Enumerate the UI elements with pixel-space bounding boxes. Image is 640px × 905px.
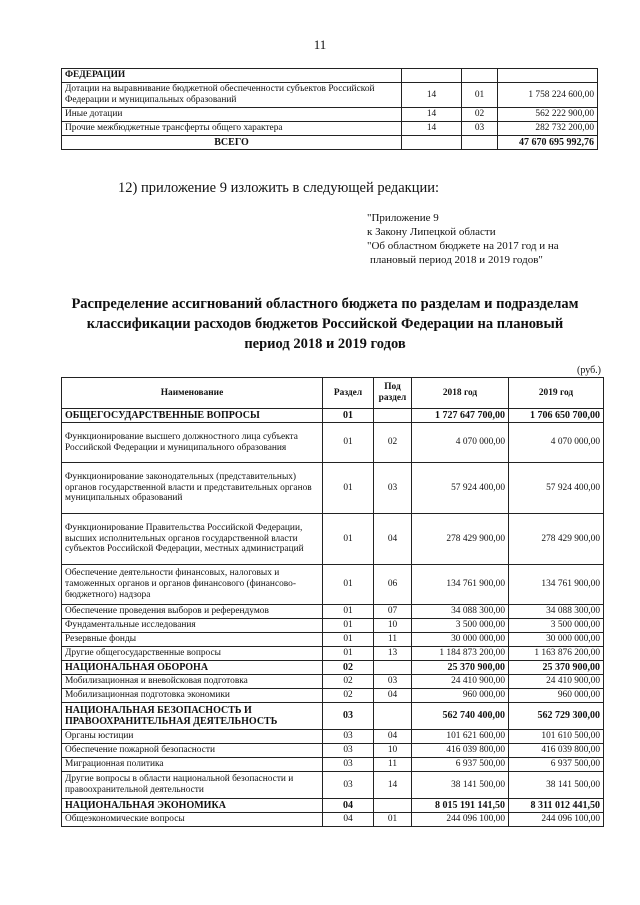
table-row (62, 83, 598, 108)
row-name: Мобилизационная и вневойсковая подготовка (62, 675, 323, 689)
row-name: Функционирование Правительства Российской Федерации, высших исполнительных органов государственной власти субъектов Российской Федерации, местных администраций (62, 514, 323, 565)
table-row (62, 633, 604, 647)
row-subsection: 14 (374, 772, 412, 799)
row-name: Фундаментальные исследования (62, 619, 323, 633)
budget-allocation-table (61, 377, 604, 827)
row-subsection (374, 409, 412, 423)
row-2018: 57 924 400,00 (412, 463, 509, 514)
row-2019: 1 163 876 200,00 (509, 647, 604, 661)
row-section: 01 (323, 423, 374, 463)
table-row (62, 108, 598, 122)
row-name: Общеэкономические вопросы (62, 813, 323, 827)
row-subsection: 06 (374, 565, 412, 605)
row-2019: 6 937 500,00 (509, 758, 604, 772)
row-name: Мобилизационная подготовка экономики (62, 689, 323, 703)
row-2019: 57 924 400,00 (509, 463, 604, 514)
row-2019: 244 096 100,00 (509, 813, 604, 827)
table-row (62, 565, 604, 605)
row-2019: 101 610 500,00 (509, 730, 604, 744)
row-subsection (374, 799, 412, 813)
table-row (62, 689, 604, 703)
row-2018: 24 410 900,00 (412, 675, 509, 689)
row-subsection: 07 (374, 605, 412, 619)
header-2018: 2018 год (412, 378, 509, 409)
row-amount: 1 758 224 600,00 (498, 83, 598, 108)
row-subsection: 04 (374, 689, 412, 703)
row-subsection: 03 (374, 463, 412, 514)
section-row (62, 661, 604, 675)
row-section: 04 (323, 813, 374, 827)
row-subsection: 11 (374, 633, 412, 647)
instruction-text: 12) приложение 9 изложить в следующей редакции: (118, 180, 440, 196)
row-2019: 134 761 900,00 (509, 565, 604, 605)
row-section: 01 (323, 633, 374, 647)
appendix-line: плановый период 2018 и 2019 годов" (370, 254, 543, 266)
row-2018: 38 141 500,00 (412, 772, 509, 799)
row-2018: 8 015 191 141,50 (412, 799, 509, 813)
total-amount: 47 670 695 992,76 (498, 136, 598, 150)
row-amount: 562 222 900,00 (498, 108, 598, 122)
row-name: НАЦИОНАЛЬНАЯ ЭКОНОМИКА (62, 799, 323, 813)
row-section: 14 (402, 122, 462, 136)
row-name: Функционирование законодательных (представительных) органов государственной власти и представительных органов муниципальных образований (62, 463, 323, 514)
row-name: НАЦИОНАЛЬНАЯ ОБОРОНА (62, 661, 323, 675)
empty-cell (402, 136, 462, 150)
row-subsection (374, 661, 412, 675)
row-section: 01 (323, 647, 374, 661)
total-label: ВСЕГО (62, 136, 402, 150)
appendix-note (367, 211, 599, 267)
row-name: Обеспечение пожарной безопасности (62, 744, 323, 758)
table-row (62, 647, 604, 661)
table-body (62, 409, 604, 827)
row-2018: 25 370 900,00 (412, 661, 509, 675)
table-header-row (62, 378, 604, 409)
header-2019: 2019 год (509, 378, 604, 409)
row-2018: 960 000,00 (412, 689, 509, 703)
row-2018: 278 429 900,00 (412, 514, 509, 565)
row-2019: 4 070 000,00 (509, 423, 604, 463)
header-name: Наименование (62, 378, 323, 409)
row-section: 01 (323, 409, 374, 423)
appendix-line: к Закону Липецкой области (367, 226, 496, 238)
row-name: Функционирование высшего должностного лица субъекта Российской Федерации и муниципального образования (62, 423, 323, 463)
row-subsection (374, 703, 412, 730)
table-row (62, 122, 598, 136)
currency-unit: (руб.) (577, 365, 601, 376)
row-section: 03 (323, 730, 374, 744)
row-subsection: 02 (374, 423, 412, 463)
row-name: Иные дотации (62, 108, 402, 122)
row-2019: 960 000,00 (509, 689, 604, 703)
row-2018: 6 937 500,00 (412, 758, 509, 772)
row-name: Другие вопросы в области национальной безопасности и правоохранительной деятельности (62, 772, 323, 799)
row-subsection: 01 (462, 83, 498, 108)
header-section: Раздел (323, 378, 374, 409)
row-name: Обеспечение деятельности финансовых, налоговых и таможенных органов и органов финансового (финансово-бюджетного) надзора (62, 565, 323, 605)
row-name: Обеспечение проведения выборов и референдумов (62, 605, 323, 619)
row-2019: 24 410 900,00 (509, 675, 604, 689)
row-2018: 30 000 000,00 (412, 633, 509, 647)
appendix-line: "Приложение 9 (367, 212, 439, 224)
table-row (62, 730, 604, 744)
row-name: Органы юстиции (62, 730, 323, 744)
row-2018: 1 727 647 700,00 (412, 409, 509, 423)
row-2019: 1 706 650 700,00 (509, 409, 604, 423)
row-subsection: 03 (374, 675, 412, 689)
row-subsection (462, 69, 498, 83)
row-section: 01 (323, 619, 374, 633)
row-name: НАЦИОНАЛЬНАЯ БЕЗОПАСНОСТЬ И ПРАВООХРАНИТЕЛЬНАЯ ДЕЯТЕЛЬНОСТЬ (62, 703, 323, 730)
row-2019: 278 429 900,00 (509, 514, 604, 565)
table-row (62, 619, 604, 633)
row-2019: 30 000 000,00 (509, 633, 604, 647)
table-row (62, 463, 604, 514)
row-section: 03 (323, 758, 374, 772)
row-section: 02 (323, 689, 374, 703)
row-name: Резервные фонды (62, 633, 323, 647)
table-row (62, 758, 604, 772)
row-2018: 4 070 000,00 (412, 423, 509, 463)
row-subsection: 02 (462, 108, 498, 122)
row-2019: 562 729 300,00 (509, 703, 604, 730)
row-2018: 3 500 000,00 (412, 619, 509, 633)
row-amount (498, 69, 598, 83)
row-name: ФЕДЕРАЦИИ (62, 69, 402, 83)
empty-cell (462, 136, 498, 150)
row-2018: 562 740 400,00 (412, 703, 509, 730)
row-section: 01 (323, 565, 374, 605)
section-row (62, 703, 604, 730)
table-row (62, 772, 604, 799)
row-2018: 244 096 100,00 (412, 813, 509, 827)
row-name: Миграционная политика (62, 758, 323, 772)
row-2018: 101 621 600,00 (412, 730, 509, 744)
row-2019: 3 500 000,00 (509, 619, 604, 633)
section-row (62, 799, 604, 813)
row-section: 14 (402, 83, 462, 108)
row-section: 04 (323, 799, 374, 813)
row-2018: 1 184 873 200,00 (412, 647, 509, 661)
row-2018: 416 039 800,00 (412, 744, 509, 758)
section-row (62, 409, 604, 423)
row-2019: 34 088 300,00 (509, 605, 604, 619)
page-number: 11 (313, 37, 327, 52)
row-2018: 34 088 300,00 (412, 605, 509, 619)
row-section (402, 69, 462, 83)
row-name: Прочие межбюджетные трансферты общего характера (62, 122, 402, 136)
row-subsection: 10 (374, 619, 412, 633)
row-subsection: 01 (374, 813, 412, 827)
row-section: 14 (402, 108, 462, 122)
table-row (62, 423, 604, 463)
row-2019: 416 039 800,00 (509, 744, 604, 758)
table-row (62, 69, 598, 83)
row-section: 03 (323, 744, 374, 758)
appendix-line: "Об областном бюджете на 2017 год и на (367, 240, 559, 252)
row-amount: 282 732 200,00 (498, 122, 598, 136)
table-row (62, 744, 604, 758)
document-heading (55, 294, 595, 354)
table-row (62, 813, 604, 827)
row-subsection: 11 (374, 758, 412, 772)
table-row (62, 605, 604, 619)
table-row (62, 675, 604, 689)
header-subsection: Под раздел (374, 378, 412, 409)
heading-line: классификации расходов бюджетов Российской Федерации на плановый (86, 316, 564, 332)
heading-line: Распределение ассигнований областного бюджета по разделам и подразделам (71, 296, 579, 312)
row-subsection: 10 (374, 744, 412, 758)
heading-line: период 2018 и 2019 годов (244, 336, 406, 352)
row-subsection: 04 (374, 730, 412, 744)
row-subsection: 03 (462, 122, 498, 136)
row-subsection: 13 (374, 647, 412, 661)
row-section: 02 (323, 661, 374, 675)
row-section: 01 (323, 463, 374, 514)
row-section: 03 (323, 703, 374, 730)
row-name: Другие общегосударственные вопросы (62, 647, 323, 661)
row-name: Дотации на выравнивание бюджетной обеспеченности субъектов Российской Федерации и муниципальных образований (62, 83, 402, 108)
total-row (62, 136, 598, 150)
row-2019: 8 311 012 441,50 (509, 799, 604, 813)
table-row (62, 514, 604, 565)
row-2018: 134 761 900,00 (412, 565, 509, 605)
row-2019: 38 141 500,00 (509, 772, 604, 799)
row-name: ОБЩЕГОСУДАРСТВЕННЫЕ ВОПРОСЫ (62, 409, 323, 423)
row-section: 03 (323, 772, 374, 799)
row-section: 01 (323, 514, 374, 565)
row-section: 01 (323, 605, 374, 619)
row-2019: 25 370 900,00 (509, 661, 604, 675)
budget-continuation-table (61, 68, 598, 150)
row-subsection: 04 (374, 514, 412, 565)
row-section: 02 (323, 675, 374, 689)
